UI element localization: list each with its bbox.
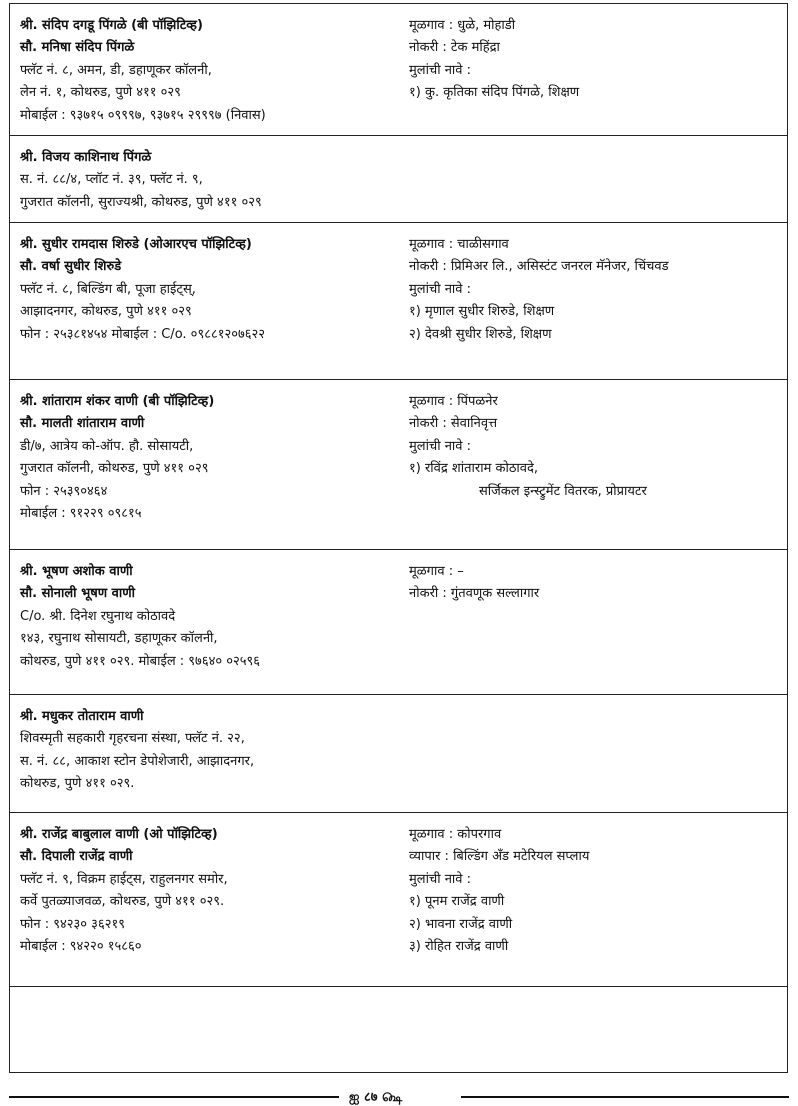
address-line: गुजरात कॉलनी, कोथरुड, पुणे ४११ ०२९ xyxy=(20,461,209,477)
entry-1 xyxy=(10,4,787,136)
entry-5 xyxy=(10,550,787,695)
children-heading: मुलांची नावे : xyxy=(409,62,472,78)
child-item: ३) रोहित राजेंद्र वाणी xyxy=(409,938,509,954)
address-line: डी/७, आत्रेय को-ऑप. हौ. सोसायटी, xyxy=(20,438,194,454)
address-line: कोथरुड, पुणे ४११ ०२९. xyxy=(20,776,135,792)
entry-4-left xyxy=(20,391,214,525)
address-line: C/o. श्री. दिनेश रघुनाथ कोठावदे xyxy=(20,608,176,624)
occupation: व्यापार : बिल्डिंग अँड मटेरियल सप्लाय xyxy=(409,849,590,865)
occupation: नोकरी : गुंतवणूक सल्लागार xyxy=(409,586,540,602)
native-place: मूळगाव : कोपरगाव xyxy=(409,827,502,842)
entry-3-right xyxy=(409,234,669,346)
children-heading: मुलांची नावे : xyxy=(409,871,472,887)
entry-6-left xyxy=(20,706,254,796)
phone-line: फोन : २५३९०४६४ xyxy=(20,483,108,499)
entry-6 xyxy=(10,695,787,813)
entry-3-left xyxy=(20,234,265,346)
contact-line: फोन : २५३८१४५४ मोबाईल : C/o. ०९८८१२०७६२२ xyxy=(20,326,266,342)
phone-line: फोन : ९४२३० ३६२१९ xyxy=(20,916,125,932)
entry-7 xyxy=(10,813,787,987)
address-line: स. नं. ८८/४, प्लॉट नं. ३९, फ्लॅट नं. ९, xyxy=(20,172,203,188)
entry-3 xyxy=(10,223,787,380)
children-heading: मुलांची नावे : xyxy=(409,281,472,297)
entry-2-left xyxy=(20,147,262,214)
spouse-name: सौ. दिपाली राजेंद्र वाणी xyxy=(20,849,133,865)
child-item: १) मृणाल सुधीर शिरुडे, शिक्षण xyxy=(409,304,555,320)
entry-name: श्री. भूषण अशोक वाणी xyxy=(20,564,133,579)
child-detail: सर्जिकल इन्स्ट्रुमेंट वितरक, प्रोप्रायटर xyxy=(479,483,647,499)
entry-name: श्री. विजय काशिनाथ पिंगळे xyxy=(20,150,152,165)
address-line: लेन नं. १, कोथरुड, पुणे ४११ ०२९ xyxy=(20,85,181,101)
mobile-line: मोबाईल : ९१२२९ ०९८१५ xyxy=(20,505,142,521)
spouse-name: सौ. सोनाली भूषण वाणी xyxy=(20,586,136,602)
entry-name: श्री. सुधीर रामदास शिरुडे (ओआरएच पॉझिटिव्ह) xyxy=(20,237,252,252)
entry-name: श्री. राजेंद्र बाबुलाल वाणी (ओ पॉझिटिव्ह) xyxy=(20,827,218,842)
entry-name: श्री. संदिप दगडू पिंगळे (बी पॉझिटिव्ह) xyxy=(20,18,203,33)
entry-name: श्री. मधुकर तोताराम वाणी xyxy=(20,709,144,724)
address-line: फ्लॅट नं. ८, बिल्डिंग बी, पूजा हाईट्स्, xyxy=(20,281,196,297)
entry-1-right xyxy=(409,15,579,105)
page-footer xyxy=(9,1089,789,1105)
entry-5-right xyxy=(409,561,539,606)
address-line: आझादनगर, कोथरुड, पुणे ४११ ०२९ xyxy=(20,304,192,320)
spouse-name: सौ. मालती शांताराम वाणी xyxy=(20,416,145,432)
address-line: स. नं. ८८, आकाश स्टोन डेपोशेजारी, आझादनगर, xyxy=(20,753,255,769)
footer-rule-left xyxy=(9,1096,339,1098)
entry-4-right xyxy=(409,391,647,503)
spouse-name: सौ. मनिषा संदिप पिंगळे xyxy=(20,40,135,56)
entry-4 xyxy=(10,380,787,550)
child-item: २) देवश्री सुधीर शिरुडे, शिक्षण xyxy=(409,326,552,342)
child-item: १) रविंद्र शांताराम कोठावदे, xyxy=(409,461,539,477)
entry-7-right xyxy=(409,824,589,958)
address-line: गुजरात कॉलनी, सुराज्यश्री, कोथरुड, पुणे ४११ ०२९ xyxy=(20,194,262,210)
native-place: मूळगाव : धुळे, मोहाडी xyxy=(409,18,516,33)
page-number: ஐ ८७ ௸ xyxy=(349,1090,403,1105)
directory-frame xyxy=(9,3,788,1073)
contact-line: मोबाईल : ९३७१५ ०९९९७, ९३७१५ २९९९७ (निवास) xyxy=(20,107,266,123)
address-line: फ्लॅट नं. ९, विक्रम हाईट्स, राहुलनगर समोर, xyxy=(20,871,228,887)
entry-2 xyxy=(10,136,787,223)
occupation: नोकरी : प्रिमिअर लि., असिस्टंट जनरल मॅनेजर, चिंचवड xyxy=(409,259,669,275)
entry-7-left xyxy=(20,824,228,958)
child-item: १) कु. कृतिका संदिप पिंगळे, शिक्षण xyxy=(409,85,580,101)
address-line: शिवस्मृती सहकारी गृहरचना संस्था, फ्लॅट नं. २२, xyxy=(20,731,245,747)
entry-1-left xyxy=(20,15,266,127)
children-heading: मुलांची नावे : xyxy=(409,438,472,454)
occupation: नोकरी : टेक महिंद्रा xyxy=(409,40,500,56)
address-line: कर्वे पुतळ्याजवळ, कोथरुड, पुणे ४११ ०२९. xyxy=(20,894,225,910)
child-item: २) भावना राजेंद्र वाणी xyxy=(409,916,513,932)
occupation: नोकरी : सेवानिवृत्त xyxy=(409,416,498,432)
child-item: १) पूनम राजेंद्र वाणी xyxy=(409,894,505,910)
native-place: मूळगाव : पिंपळनेर xyxy=(409,394,498,409)
spouse-name: सौ. वर्षा सुधीर शिरुडे xyxy=(20,259,122,275)
native-place: मूळगाव : चाळीसगाव xyxy=(409,237,509,252)
mobile-line: मोबाईल : ९४२२० १५८६० xyxy=(20,938,142,954)
address-line: १४३, रघुनाथ सोसायटी, डहाणूकर कॉलनी, xyxy=(20,631,218,647)
native-place: मूळगाव : – xyxy=(409,564,464,579)
address-line: फ्लॅट नं. ८, अमन, डी, डहाणूकर कॉलनी, xyxy=(20,62,212,78)
contact-line: कोथरुड, पुणे ४११ ०२९. मोबाईल : ९७६४० ०२५९६ xyxy=(20,653,261,669)
footer-rule-right xyxy=(461,1096,789,1098)
entry-5-left xyxy=(20,561,260,673)
entry-name: श्री. शांताराम शंकर वाणी (बी पॉझिटिव्ह) xyxy=(20,394,215,409)
